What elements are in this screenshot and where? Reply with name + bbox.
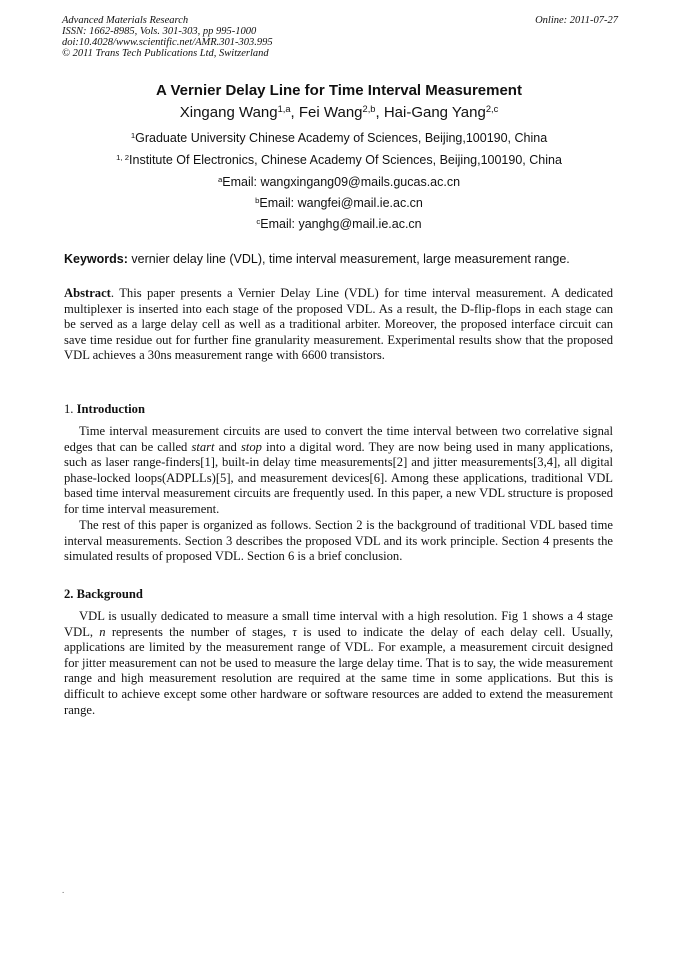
author-name: Fei Wang [298, 104, 363, 121]
affiliation-text: Graduate University Chinese Academy of Sciences, Beijing,100190, China [135, 131, 548, 145]
author-superscript: 2,b [362, 103, 376, 114]
background-text: VDL is usually dedicated to measure a small time interval with a high resolution. Fig 1 shows a 4 stage VDL, [64, 609, 613, 639]
keywords-label: Keywords: [64, 252, 128, 266]
email-line [0, 217, 678, 231]
online-date: Online: 2011-07-27 [535, 15, 618, 26]
footer-mark: . [62, 885, 65, 895]
intro-number: 1. [64, 402, 77, 416]
journal-header [62, 15, 618, 59]
keywords-text: vernier delay line (VDL), time interval measurement, large measurement range. [127, 252, 570, 266]
author-separator: , [290, 104, 299, 121]
affiliation-line [0, 153, 678, 167]
author-name: Hai-Gang Yang [383, 104, 486, 121]
intro-heading [64, 402, 613, 417]
background-paragraph [64, 609, 613, 718]
keywords-line [64, 252, 616, 266]
background-text: represents the number of stages, [105, 624, 293, 639]
affiliation-superscript: 1, 2 [116, 152, 130, 162]
intro-paragraph-1 [64, 424, 613, 518]
tau-symbol: τ [292, 624, 297, 639]
affiliation-text: Institute Of Electronics, Chinese Academy Of Sciences, Beijing,100190, China [129, 153, 562, 167]
journal-doi: doi:10.4028/www.scientific.net/AMR.301-303.995 [62, 37, 273, 48]
paper-title: A Vernier Delay Line for Time Interval Measurement [156, 82, 522, 99]
intro-italic-start: start [191, 439, 215, 454]
email-superscript: b [255, 195, 260, 205]
abstract-label: Abstract [64, 286, 111, 300]
journal-copyright: © 2011 Trans Tech Publications Ltd, Switzerland [62, 48, 269, 59]
affiliation-line [0, 131, 678, 145]
author-superscript: 2,c [485, 103, 499, 114]
intro-title: Introduction [76, 402, 145, 416]
background-title: 2. Background [64, 587, 143, 601]
intro-text: and [214, 439, 241, 454]
email-line [0, 196, 678, 210]
intro-italic-stop: stop [240, 439, 262, 454]
email-text: Email: wangxingang09@mails.gucas.ac.cn [222, 175, 461, 189]
email-superscript: c [256, 216, 261, 226]
email-text: Email: wangfei@mail.ie.ac.cn [259, 196, 423, 210]
intro-paragraph-2 [64, 518, 613, 565]
email-text: Email: yanghg@mail.ie.ac.cn [260, 217, 422, 231]
intro-text: into a digital word. They are now being used in many applications, such as laser range-finders[1], built-in delay time measurements[2] and jitter measurements[3,4], all digital phase-locked loops(ADPLLs)[5], and measurement devices[6]. Among these applications, traditional VDL based time interval measurement circuits are frequently used. In this paper, a new VDL structure is proposed for time interval measurement. [64, 439, 613, 516]
background-italic-n: n [99, 624, 106, 639]
abstract-paragraph [64, 286, 613, 364]
author-name: Xingang Wang [179, 104, 278, 121]
author-list [0, 104, 678, 121]
background-heading [64, 587, 613, 602]
background-text: is used to indicate the delay of each delay cell. Usually, applications are limited by the measurement range of VDL. For example, a measurement circuit designed for jitter measurement can not be used to measure the large delay time. That is to say, the wide measurement range and high measurement resolution are required at the same time in some applications. But this is difficult to achieve except some other hardware or software resources are added to extend the measurement range. [64, 624, 613, 717]
author-superscript: 1,a [277, 103, 291, 114]
author-separator: , [375, 104, 384, 121]
intro-text: Time interval measurement circuits are used to convert the time interval between two correlative signal edges that can be called [64, 424, 613, 454]
abstract-text: . This paper presents a Vernier Delay Line (VDL) for time interval measurement. A dedicated multiplexer is inserted into each stage of the proposed VDL. As a result, the D-flip-flops in each stage can be served as a large delay cell as well as a traditional arbiter. Moreover, the proposed interface circuit can save time residue out for further fine granularity measurement. Experimental results show that the proposed VDL achieves a 30ns measurement range with 6600 transistors. [64, 286, 613, 363]
affiliation-superscript: 1 [130, 130, 136, 140]
email-line [0, 175, 678, 189]
journal-name: Advanced Materials Research [62, 15, 189, 26]
intro-text: The rest of this paper is organized as follows. Section 2 is the background of traditional VDL based time interval measurements. Section 3 describes the proposed VDL and its work principle. Section 4 presents the simulated results of proposed VDL. Section 6 is a brief conclusion. [64, 518, 613, 564]
journal-issn: ISSN: 1662-8985, Vols. 301-303, pp 995-1000 [62, 26, 257, 37]
email-superscript: a [217, 174, 223, 184]
